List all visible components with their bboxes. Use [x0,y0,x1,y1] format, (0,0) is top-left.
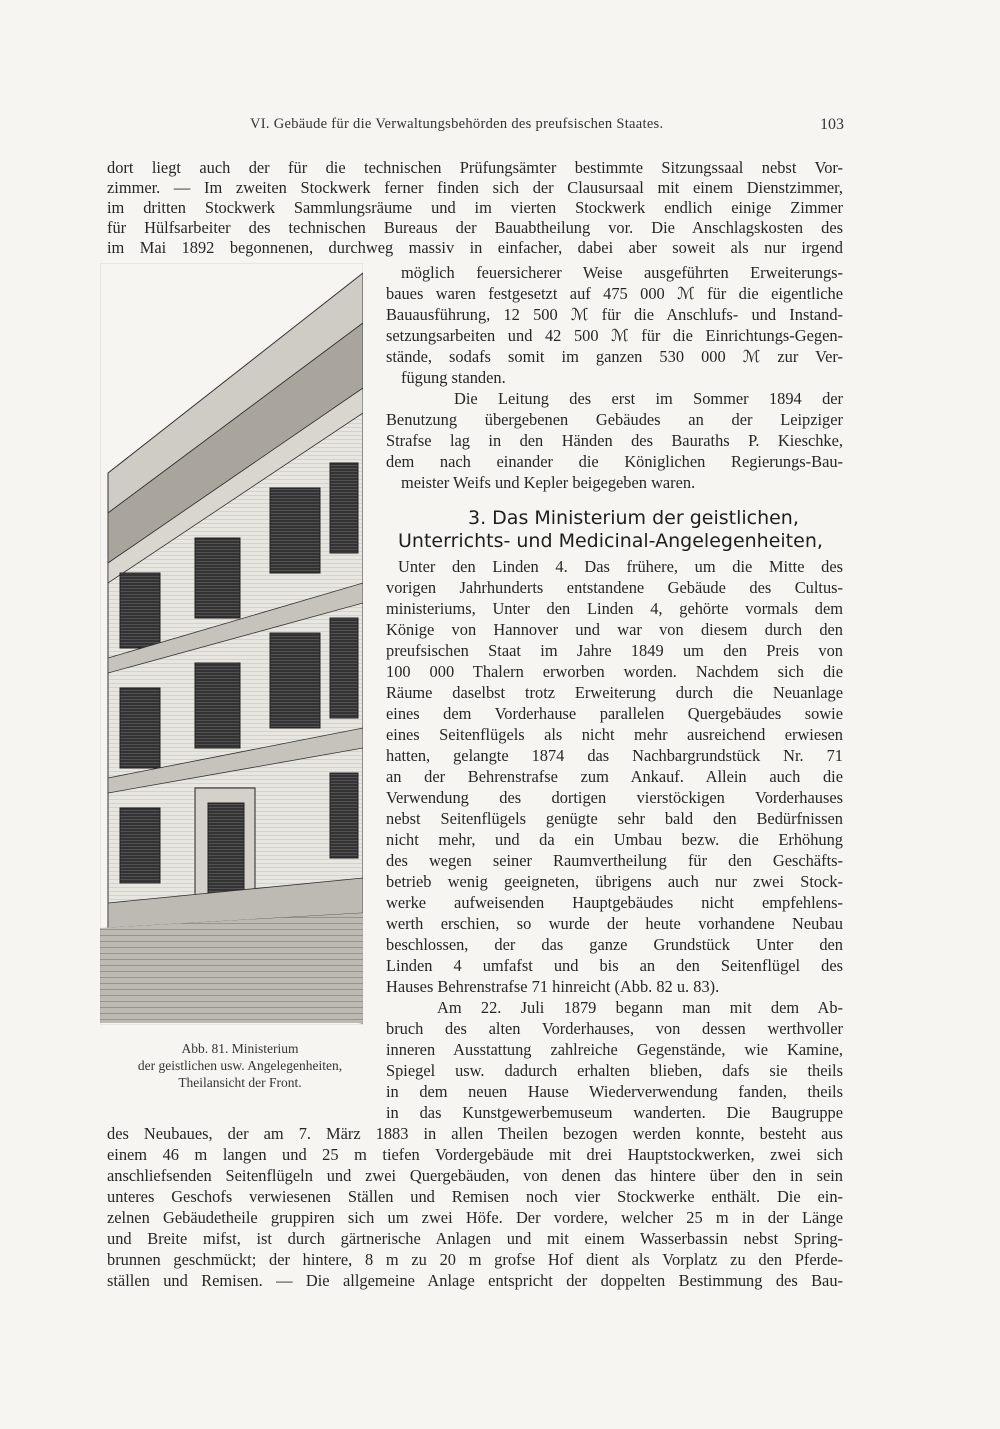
text-line: nicht mehr, und da ein Umbau bezw. die Erhöhung [386,830,843,849]
text-line: Bauausführung, 12 500 ℳ für die Anschlufs- und Instand- [386,305,843,324]
building-facade-engraving [100,263,363,1025]
text-line: Benutzung übergebenen Gebäudes an der Leipziger [386,410,843,429]
text-line: in das Kunstgewerbemuseum wanderten. Die Baugruppe [386,1103,843,1122]
text-line: zelnen Gebäudetheile gruppiren sich um zwei Höfe. Der vordere, welcher 25 m in der Länge [107,1208,843,1227]
text-line: Linden 4 umfafst und bis an den Seitenflügel des [386,956,843,975]
text-line: vorigen Jahrhunderts entstandene Gebäude des Cultus- [386,578,843,597]
text-line: dort liegt auch der für die technischen Prüfungsämter bestimmte Sitzungssaal nebst Vor- [107,158,843,177]
text-line: Könige von Hannover und war von diesem durch den [386,620,843,639]
text-line: unteres Geschofs verwiesenen Ställen und Remisen noch vier Stockwerke enthält. Die ein- [107,1187,843,1206]
page-number: 103 [820,116,844,133]
text-line: werke aufweisenden Hauptgebäudes nicht empfehlens- [386,893,843,912]
text-line: an der Behrenstrafse zum Ankauf. Allein auch die [386,767,843,786]
figure-caption-line-2: der geistlichen usw. Angelegenheiten, [137,1058,343,1073]
text-line: des Neubaues, der am 7. März 1883 in allen Theilen bezogen werden konnte, besteht aus [107,1124,843,1143]
section-heading-line-1: 3. Das Ministerium der geistlichen, [468,507,799,529]
text-line: setzungsarbeiten und 42 500 ℳ für die Einrichtungs-Gegen- [386,326,843,345]
text-line: hatten, gelangte 1874 das Nachbargrundstück Nr. 71 [386,746,843,765]
text-line: Räume daselbst trotz Erweiterung durch die Neuanlage [386,683,843,702]
text-line: brunnen geschmückt; der hintere, 8 m zu 20 m grofse Hof dient als Vorplatz zu den Pferde- [107,1250,843,1269]
text-line: Am 22. Juli 1879 begann man mit dem Ab- [437,998,843,1017]
text-line: anschliefsenden Seitenflügeln und zwei Quergebäuden, von denen das hintere über den in sein [107,1166,843,1185]
text-line: des wegen seiner Raumvertheilung für den Geschäfts- [386,851,843,870]
text-line: in dem neuen Hause Wiederverwendung fanden, theils [386,1082,843,1101]
text-line: ministeriums, Unter den Linden 4, gehörte vormals dem [386,599,843,618]
text-line: nebst Seitenflügels genügte sehr bald den Bedürfnissen [386,809,843,828]
text-line: Strafse lag in den Händen des Bauraths P. Kieschke, [386,431,843,450]
text-line: Verwendung des dortigen vierstöckigen Vorderhauses [386,788,843,807]
text-line: fügung standen. [401,368,506,387]
text-line: preufsischen Staat im Jahre 1849 um den Preis von [386,641,843,660]
text-line: bruch des alten Vorderhauses, von dessen werthvoller [386,1019,843,1038]
text-line: möglich feuersicherer Weise ausgeführten Erweiterungs- [401,263,843,282]
text-line: inneren Ausstattung zahlreiche Gegenstände, wie Kamine, [386,1040,843,1059]
text-line: baues waren festgesetzt auf 475 000 ℳ für die eigentliche [386,284,843,303]
text-line: dem nach einander die Königlichen Regierungs-Bau- [386,452,843,471]
text-line: einem 46 m langen und 25 m tiefen Vordergebäude mit drei Hauptstockwerken, zwei sich [107,1145,843,1164]
text-line: eines dem Vorderhause parallelen Quergebäudes sowie [386,704,843,723]
text-line: 100 000 Thalern erworben worden. Nachdem sich die [386,662,843,681]
text-line: Hauses Behrenstrafse 71 hinreicht (Abb. 82 u. 83). [386,977,720,996]
text-line: beschlossen, der das ganze Grundstück Unter den [386,935,843,954]
running-title: VI. Gebäude für die Verwaltungsbehörden des preufsischen Staates. [250,116,664,132]
text-line: Unter den Linden 4. Das frühere, um die Mitte des [398,557,843,576]
text-line: betrieb wenig geeigneten, übrigens auch nur zwei Stock- [386,872,843,891]
section-heading-line-2: Unterrichts- und Medicinal-Angelegenheiten, [398,530,823,552]
figure-caption-line-1: Abb. 81. Ministerium [181,1041,299,1056]
text-line: werth erschien, so wurde der heute vorhandene Neubau [386,914,843,933]
text-line: und Breite mifst, ist durch gärtnerische Anlagen und mit einem Wasserbassin nebst Spring- [107,1229,843,1248]
text-line: Die Leitung des erst im Sommer 1894 der [454,389,843,408]
text-line: im dritten Stockwerk Sammlungsräume und im vierten Stockwerk endlich einige Zimmer [107,198,843,217]
text-line: ställen und Remisen. — Die allgemeine Anlage entspricht der doppelten Bestimmung des Bau- [107,1271,843,1290]
text-line: zimmer. — Im zweiten Stockwerk ferner finden sich der Clausursaal mit einem Dienstzimmer, [107,178,843,197]
text-line: stände, sodafs somit im ganzen 530 000 ℳ zur Ver- [386,347,843,366]
text-line: für Hülfsarbeiter des technischen Bureaus der Bauabtheilung vor. Die Anschlagskosten des [107,218,843,237]
text-line: eines Seitenflügels als nicht mehr ausreichend erwiesen [386,725,843,744]
text-line: Spiegel usw. dadurch erhalten blieben, dafs sie theils [386,1061,843,1080]
figure-caption-line-3: Theilansicht der Front. [178,1075,302,1090]
text-line: im Mai 1892 begonnenen, durchweg massiv in einfacher, dabei aber soweit als nur irgend [107,238,843,257]
text-line: meister Weifs und Kepler beigegeben waren. [401,473,696,492]
